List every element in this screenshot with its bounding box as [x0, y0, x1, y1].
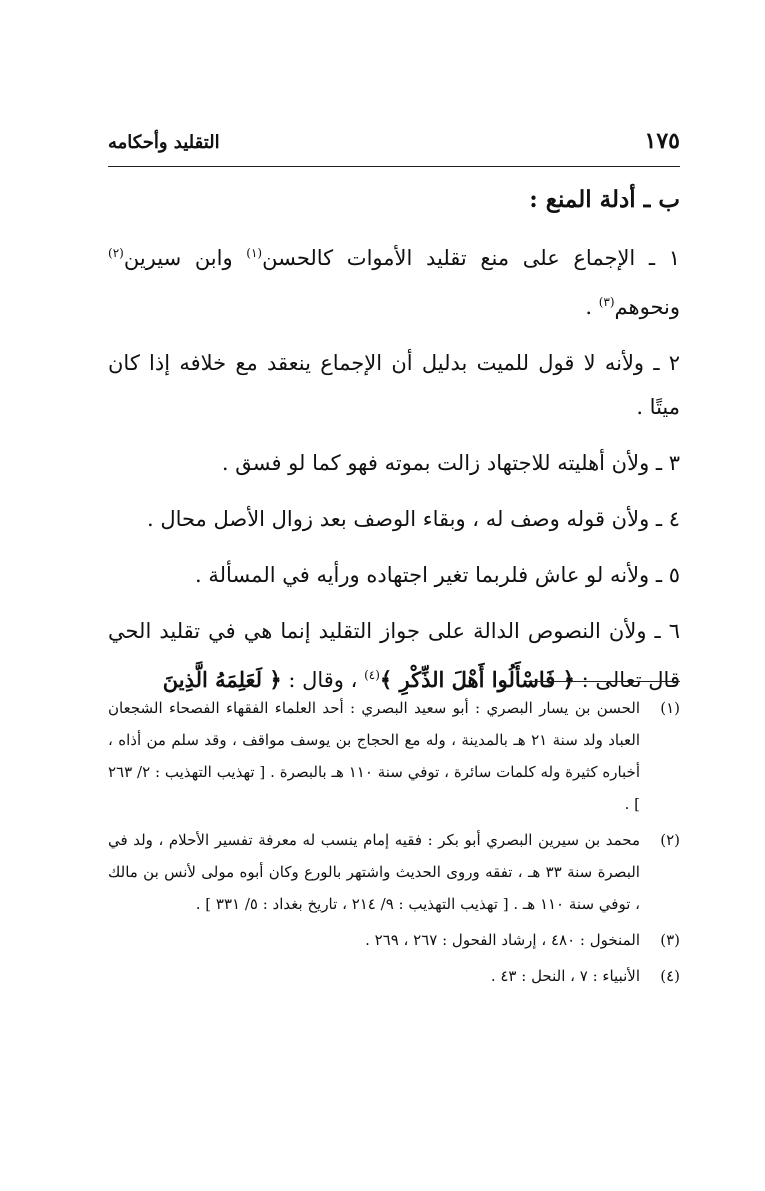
footnote	[108, 692, 680, 820]
footnote-ref: (٣)	[598, 295, 615, 309]
paragraph-4: ٤ ـ ولأن قوله وصف له ، وبقاء الوصف بعد زوال الأصل محال .	[146, 507, 680, 531]
paragraph-2: ٢ ـ ولأنه لا قول للميت بدليل أن الإجماع ينعقد مع خلافه إذا كان ميتًا .	[108, 351, 680, 419]
footnotes	[108, 692, 680, 996]
footnote	[108, 924, 680, 956]
running-title: التقليد وأحكامه	[108, 132, 220, 153]
paragraph-text: ٦ ـ ولأن النصوص الدالة على جواز التقليد إنما هي في تقليد الحي قال تعالى :	[108, 619, 680, 692]
footnote-ref: (٢)	[108, 246, 124, 260]
footnote-text: المنخول : ٤٨٠ ، إرشاد الفحول : ٢٦٧ ، ٢٦٩ .	[365, 931, 640, 949]
section-heading: ب ـ أدلة المنع :	[529, 186, 680, 213]
quran-verse: ﴿ فَاسْأَلُوا أَهْلَ الذِّكْرِ ﴾	[379, 667, 575, 692]
footnote-text: محمد بن سيرين البصري أبو بكر : فقيه إمام ينسب له معرفة تفسير الأحلام ، ولد في البصرة سنة ٣٣ هـ ، تفقه وروى الحديث واشتهر بالورع وكان أبوه مولى لأنس بن مالك ، توفي سنة ١١٠ هـ . [ تهذيب التهذيب : ٩/ ٢١٤ ، تاريخ بغداد : ٥/ ٣٣١ ] .	[108, 831, 640, 913]
footnote-text: الحسن بن يسار البصري : أبو سعيد البصري : أحد العلماء الفقهاء الفصحاء الشجعان العباد ولد سنة ٢١ هـ بالمدينة ، وله مع الحجاج بن يوسف مواقف ، وقد سلم من أذاه ، أخباره كثيرة وله كلمات سائرة ، توفي سنة ١١٠ هـ بالبصرة . [ تهذيب التهذيب : ٢/ ٢٦٣ ] .	[108, 699, 640, 813]
paragraph-text: .	[585, 295, 599, 319]
footnote-ref: (٤)	[364, 668, 380, 682]
footnote-rule	[526, 681, 680, 682]
page-number: ١٧٥	[644, 128, 680, 154]
paragraph-text: ونحوهم	[614, 295, 680, 319]
paragraph-text: وابن سيرين	[123, 246, 247, 270]
footnote-number: (١)	[660, 699, 680, 717]
footnote	[108, 960, 680, 992]
paragraph-text: ١ ـ الإجماع على منع تقليد الأموات كالحسن	[262, 246, 680, 270]
footnote-number: (٤)	[660, 967, 680, 985]
footnote-number: (٣)	[660, 931, 680, 949]
footnote-text: الأنبياء : ٧ ، النحل : ٤٣ .	[490, 967, 640, 985]
paragraph-5: ٥ ـ ولأنه لو عاش فلربما تغير اجتهاده ورأيه في المسألة .	[195, 563, 680, 587]
paragraph-1	[108, 231, 680, 329]
running-header	[108, 128, 680, 168]
header-rule	[108, 166, 680, 167]
footnote-number: (٢)	[660, 831, 680, 849]
main-text	[108, 180, 680, 714]
footnote	[108, 824, 680, 920]
paragraph-6	[108, 609, 680, 702]
paragraph-3: ٣ ـ ولأن أهليته للاجتهاد زالت بموته فهو كما لو فسق .	[221, 451, 680, 475]
footnote-ref: (١)	[246, 246, 263, 260]
paragraph-text: ، وقال :	[281, 668, 365, 692]
quran-verse: ﴿ لَعَلِمَهُ الَّذِينَ	[162, 667, 282, 692]
